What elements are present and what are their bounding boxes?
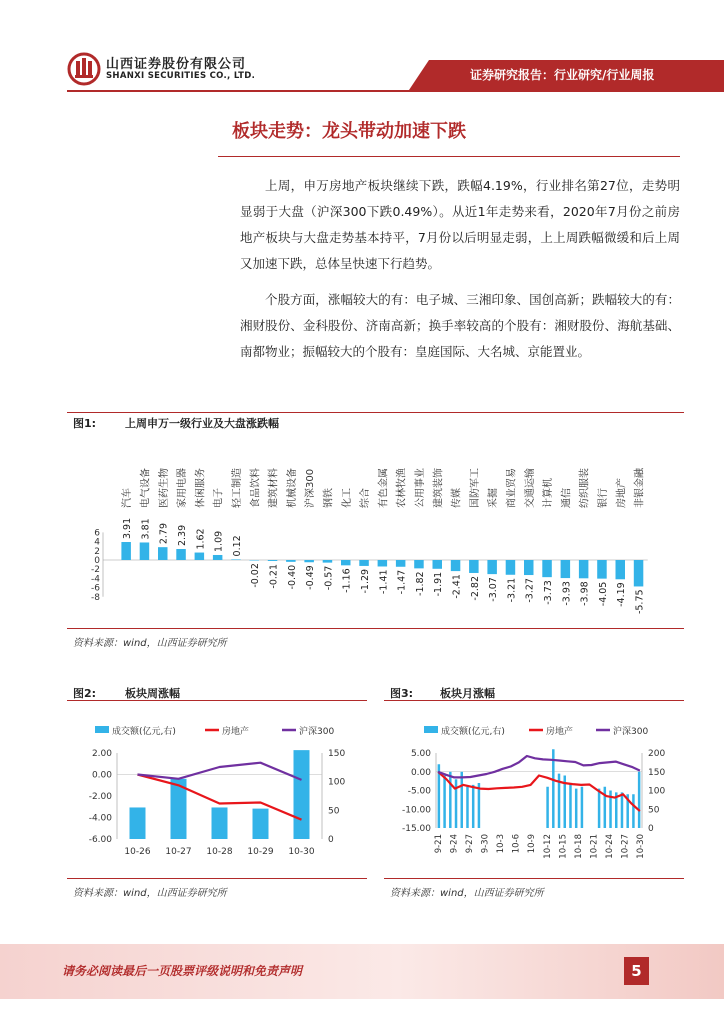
category-label: 电子: [213, 488, 225, 508]
category-label: 医药生物: [158, 468, 170, 508]
left-tick-label: 0.00: [410, 767, 431, 778]
company-name-en: SHANXI SECURITIES CO., LTD.: [106, 71, 256, 81]
category-label: 汽车: [122, 488, 134, 508]
volume-bar: [598, 789, 601, 828]
y-tick-label: -6: [91, 583, 100, 594]
report-type: 证券研究报告：行业研究/行业周报: [470, 68, 655, 82]
figure1-label: 图1:: [73, 417, 97, 430]
value-label: -1.16: [341, 568, 353, 593]
bar: [195, 553, 205, 560]
section-divider: [218, 156, 680, 157]
value-label: 2.39: [177, 524, 189, 547]
category-label: 通信: [561, 488, 573, 508]
value-label: -1.47: [396, 569, 408, 595]
figure3-label: 图3:: [390, 687, 414, 700]
bar: [158, 547, 168, 560]
value-label: -3.98: [579, 581, 591, 606]
bar: [213, 555, 223, 560]
x-tick-label: 9-21: [434, 834, 445, 854]
left-tick-label: -10.00: [401, 805, 431, 816]
y-tick-label: -8: [91, 592, 100, 603]
x-tick-label: 10-30: [288, 847, 315, 857]
bar: [286, 560, 296, 562]
value-label: -3.21: [506, 577, 518, 603]
x-tick-label: 9-30: [480, 834, 491, 854]
value-label: 1.62: [195, 528, 207, 550]
right-tick-label: 150: [328, 749, 346, 759]
disclaimer-notice: 请务必阅读最后一页股票评级说明和免责声明: [62, 964, 303, 978]
value-label: -3.27: [524, 578, 536, 603]
category-label: 家用电器: [177, 468, 189, 508]
x-tick-label: 10-18: [573, 834, 584, 859]
figure3-bottom-line: [384, 878, 684, 879]
y-tick-label: -2: [91, 565, 100, 576]
legend-swatch: [95, 726, 109, 733]
category-label: 公用事业: [414, 468, 426, 508]
bar: [579, 560, 589, 578]
y-tick-label: 2: [94, 546, 100, 557]
value-label: 2.79: [158, 523, 170, 545]
legend-label: 成交额(亿元,右): [112, 727, 176, 737]
category-label: 非银金融: [634, 468, 646, 508]
left-tick-label: -15.00: [401, 824, 431, 834]
value-label: -0.49: [305, 565, 317, 590]
volume-bar: [604, 787, 607, 828]
figure2-top-line: [67, 700, 367, 701]
category-label: 采掘: [488, 488, 500, 508]
category-label: 计算机: [543, 478, 555, 508]
bar: [616, 560, 626, 579]
right-tick-label: 50: [328, 806, 340, 817]
left-tick-label: -2.00: [88, 792, 112, 802]
category-label: 交通运输: [524, 468, 536, 508]
bar: [231, 559, 241, 560]
figure3-title: 板块月涨幅: [440, 687, 495, 700]
figure2-bottom-line: [67, 878, 367, 879]
value-label: -2.82: [469, 575, 481, 601]
bar: [451, 560, 461, 571]
category-label: 综合: [360, 488, 372, 508]
volume-bar: [449, 772, 452, 828]
category-label: 国防军工: [469, 468, 481, 508]
bar: [469, 560, 479, 573]
category-label: 建筑材料: [268, 468, 280, 508]
category-label: 商业贸易: [506, 468, 518, 508]
x-tick-label: 10-9: [527, 834, 538, 854]
x-tick-label: 10-12: [542, 834, 553, 859]
sector-weekly-chart: [67, 715, 367, 875]
left-tick-label: -4.00: [88, 813, 112, 824]
volume-bar: [621, 792, 624, 828]
value-label: -0.02: [250, 563, 262, 588]
value-label: -1.41: [378, 569, 390, 595]
volume-bar: [253, 809, 269, 839]
figure2-label: 图2:: [73, 687, 97, 700]
category-label: 建筑装饰: [433, 468, 445, 508]
bar: [140, 542, 150, 560]
bar: [506, 560, 516, 575]
category-label: 房地产: [616, 478, 628, 508]
right-tick-label: 100: [648, 786, 666, 797]
category-label: 机械设备: [286, 468, 298, 508]
value-label: -5.75: [634, 589, 646, 615]
volume-bar: [466, 787, 469, 828]
volume-bar: [212, 807, 228, 839]
bar: [634, 560, 644, 586]
value-label: -3.07: [488, 577, 500, 602]
category-label: 轻工制造: [231, 468, 243, 508]
bar: [250, 560, 260, 561]
bar: [524, 560, 534, 575]
value-label: 3.81: [140, 518, 152, 540]
company-logo: [67, 52, 101, 86]
volume-bar: [546, 787, 549, 828]
bar: [304, 560, 314, 562]
x-tick-label: 10-27: [620, 834, 631, 859]
legend-label: 沪深300: [299, 727, 335, 737]
value-label: -1.91: [433, 571, 445, 597]
volume-bar: [294, 750, 310, 839]
section-title: 板块走势：龙头带动加速下跌: [232, 121, 466, 142]
figure1-top-line: [67, 412, 684, 413]
legend-label: 成交额(亿元,右): [441, 727, 505, 737]
x-tick-label: 10-26: [124, 847, 151, 857]
x-tick-label: 10-29: [247, 847, 274, 857]
category-label: 电气设备: [140, 468, 152, 508]
volume-bar: [575, 789, 578, 828]
bar: [323, 560, 333, 563]
category-label: 有色金属: [378, 468, 390, 508]
volume-bar: [638, 772, 641, 828]
value-label: -4.05: [597, 581, 609, 607]
industry-returns-chart: [67, 430, 684, 630]
category-label: 纺织服装: [579, 468, 591, 508]
value-label: 1.09: [213, 530, 225, 552]
x-tick-label: 10-30: [635, 834, 646, 859]
right-tick-label: 0: [648, 824, 654, 834]
category-label: 农林牧渔: [396, 468, 408, 508]
value-label: -1.82: [414, 571, 426, 596]
bar: [341, 560, 351, 565]
index-line: [138, 763, 302, 780]
figure3-source: 资料来源：wind，山西证券研究所: [390, 888, 544, 899]
index-line: [438, 756, 640, 777]
legend-label: 房地产: [222, 727, 250, 737]
paragraph-market-trend: 上周，申万房地产板块继续下跌，跌幅4.19%，行业排名第27位，走势明显弱于大盘（沪深300下跌0.49%）。从近1年走势来看，2020年7月份之前房地产板块与大盘走势基本持平，7月份以后明显走弱，上上周跌幅微缓和后上周又加速下跌，总体呈快速下行趋势。: [240, 178, 680, 271]
value-label: -2.41: [451, 574, 463, 599]
bar: [378, 560, 388, 566]
value-label: 0.12: [231, 535, 243, 557]
figure2-source: 资料来源：wind，山西证券研究所: [73, 888, 227, 899]
body-text-stocks: [240, 287, 680, 365]
value-label: -3.93: [561, 581, 573, 606]
volume-bar: [472, 785, 475, 828]
right-tick-label: 0: [328, 835, 334, 845]
value-label: -4.19: [616, 582, 628, 607]
bar: [487, 560, 497, 574]
y-tick-label: 4: [94, 537, 100, 548]
x-tick-label: 9-24: [449, 834, 460, 854]
figure1-source: 资料来源：wind，山西证券研究所: [73, 638, 227, 649]
value-label: -3.73: [543, 580, 555, 605]
value-label: -0.21: [268, 563, 280, 589]
category-label: 传媒: [451, 488, 463, 508]
legend-label: 房地产: [546, 727, 574, 737]
value-label: -1.29: [360, 568, 372, 594]
bar: [359, 560, 369, 566]
bar: [396, 560, 406, 567]
header-divider: [67, 90, 724, 92]
figure3-top-line: [384, 700, 684, 701]
bar: [597, 560, 607, 579]
bar: [414, 560, 424, 568]
figure2-title: 板块周涨幅: [125, 687, 180, 700]
bar: [268, 560, 278, 561]
y-tick-label: 0: [94, 556, 100, 566]
volume-bar: [581, 787, 584, 828]
bar: [561, 560, 571, 578]
value-label: 3.91: [122, 517, 134, 540]
sector-monthly-chart: [384, 715, 684, 875]
x-tick-label: 10-24: [604, 834, 615, 859]
x-tick-label: 10-28: [206, 847, 233, 857]
volume-bar: [130, 807, 146, 839]
value-label: -0.40: [286, 564, 298, 590]
right-tick-label: 50: [648, 805, 660, 816]
right-tick-label: 100: [328, 777, 346, 788]
legend-swatch: [424, 726, 438, 733]
category-label: 钢铁: [323, 488, 335, 508]
left-tick-label: 2.00: [91, 749, 112, 759]
right-tick-label: 150: [648, 767, 666, 778]
paragraph-stocks: 个股方面，涨幅较大的有：电子城、三湘印象、国创高新；跌幅较大的有：湘财股份、金科股份、济南高新；换手率较高的个股有：湘财股份、海航基础、南都物业；振幅较大的个股有：皇庭国际、大名城、京能置业。: [240, 292, 680, 359]
bar: [542, 560, 552, 577]
volume-bar: [632, 794, 635, 828]
page-number: 5: [624, 957, 649, 985]
volume-bar: [443, 776, 446, 829]
figure1-title: 上周申万一级行业及大盘涨跌幅: [125, 417, 279, 430]
body-text: [240, 173, 680, 277]
left-tick-label: -6.00: [88, 835, 112, 845]
x-tick-label: 10-15: [558, 834, 569, 859]
y-tick-label: -4: [91, 574, 100, 585]
x-tick-label: 10-21: [589, 834, 600, 859]
x-tick-label: 10-27: [165, 847, 192, 857]
category-label: 沪深300: [305, 468, 317, 508]
x-tick-label: 9-27: [465, 834, 476, 854]
volume-bar: [461, 772, 464, 828]
legend-label: 沪深300: [613, 727, 649, 737]
bar: [121, 542, 130, 560]
right-tick-label: 200: [648, 749, 666, 759]
category-label: 银行: [597, 488, 609, 508]
left-tick-label: 0.00: [91, 770, 112, 781]
x-tick-label: 10-6: [511, 834, 522, 854]
bar: [176, 549, 186, 560]
volume-bar: [478, 783, 481, 828]
category-label: 休闲服务: [195, 468, 207, 508]
category-label: 化工: [341, 488, 353, 508]
value-label: -0.57: [323, 565, 335, 591]
bar: [433, 560, 443, 569]
left-tick-label: 5.00: [410, 749, 431, 759]
x-tick-label: 10-3: [496, 834, 507, 854]
left-tick-label: -5.00: [407, 786, 431, 797]
y-tick-label: 6: [94, 528, 100, 539]
volume-bar: [569, 783, 572, 828]
company-name-cn: 山西证券股份有限公司: [106, 57, 247, 72]
figure1-bottom-line: [67, 628, 684, 629]
category-label: 食品饮料: [250, 468, 262, 508]
